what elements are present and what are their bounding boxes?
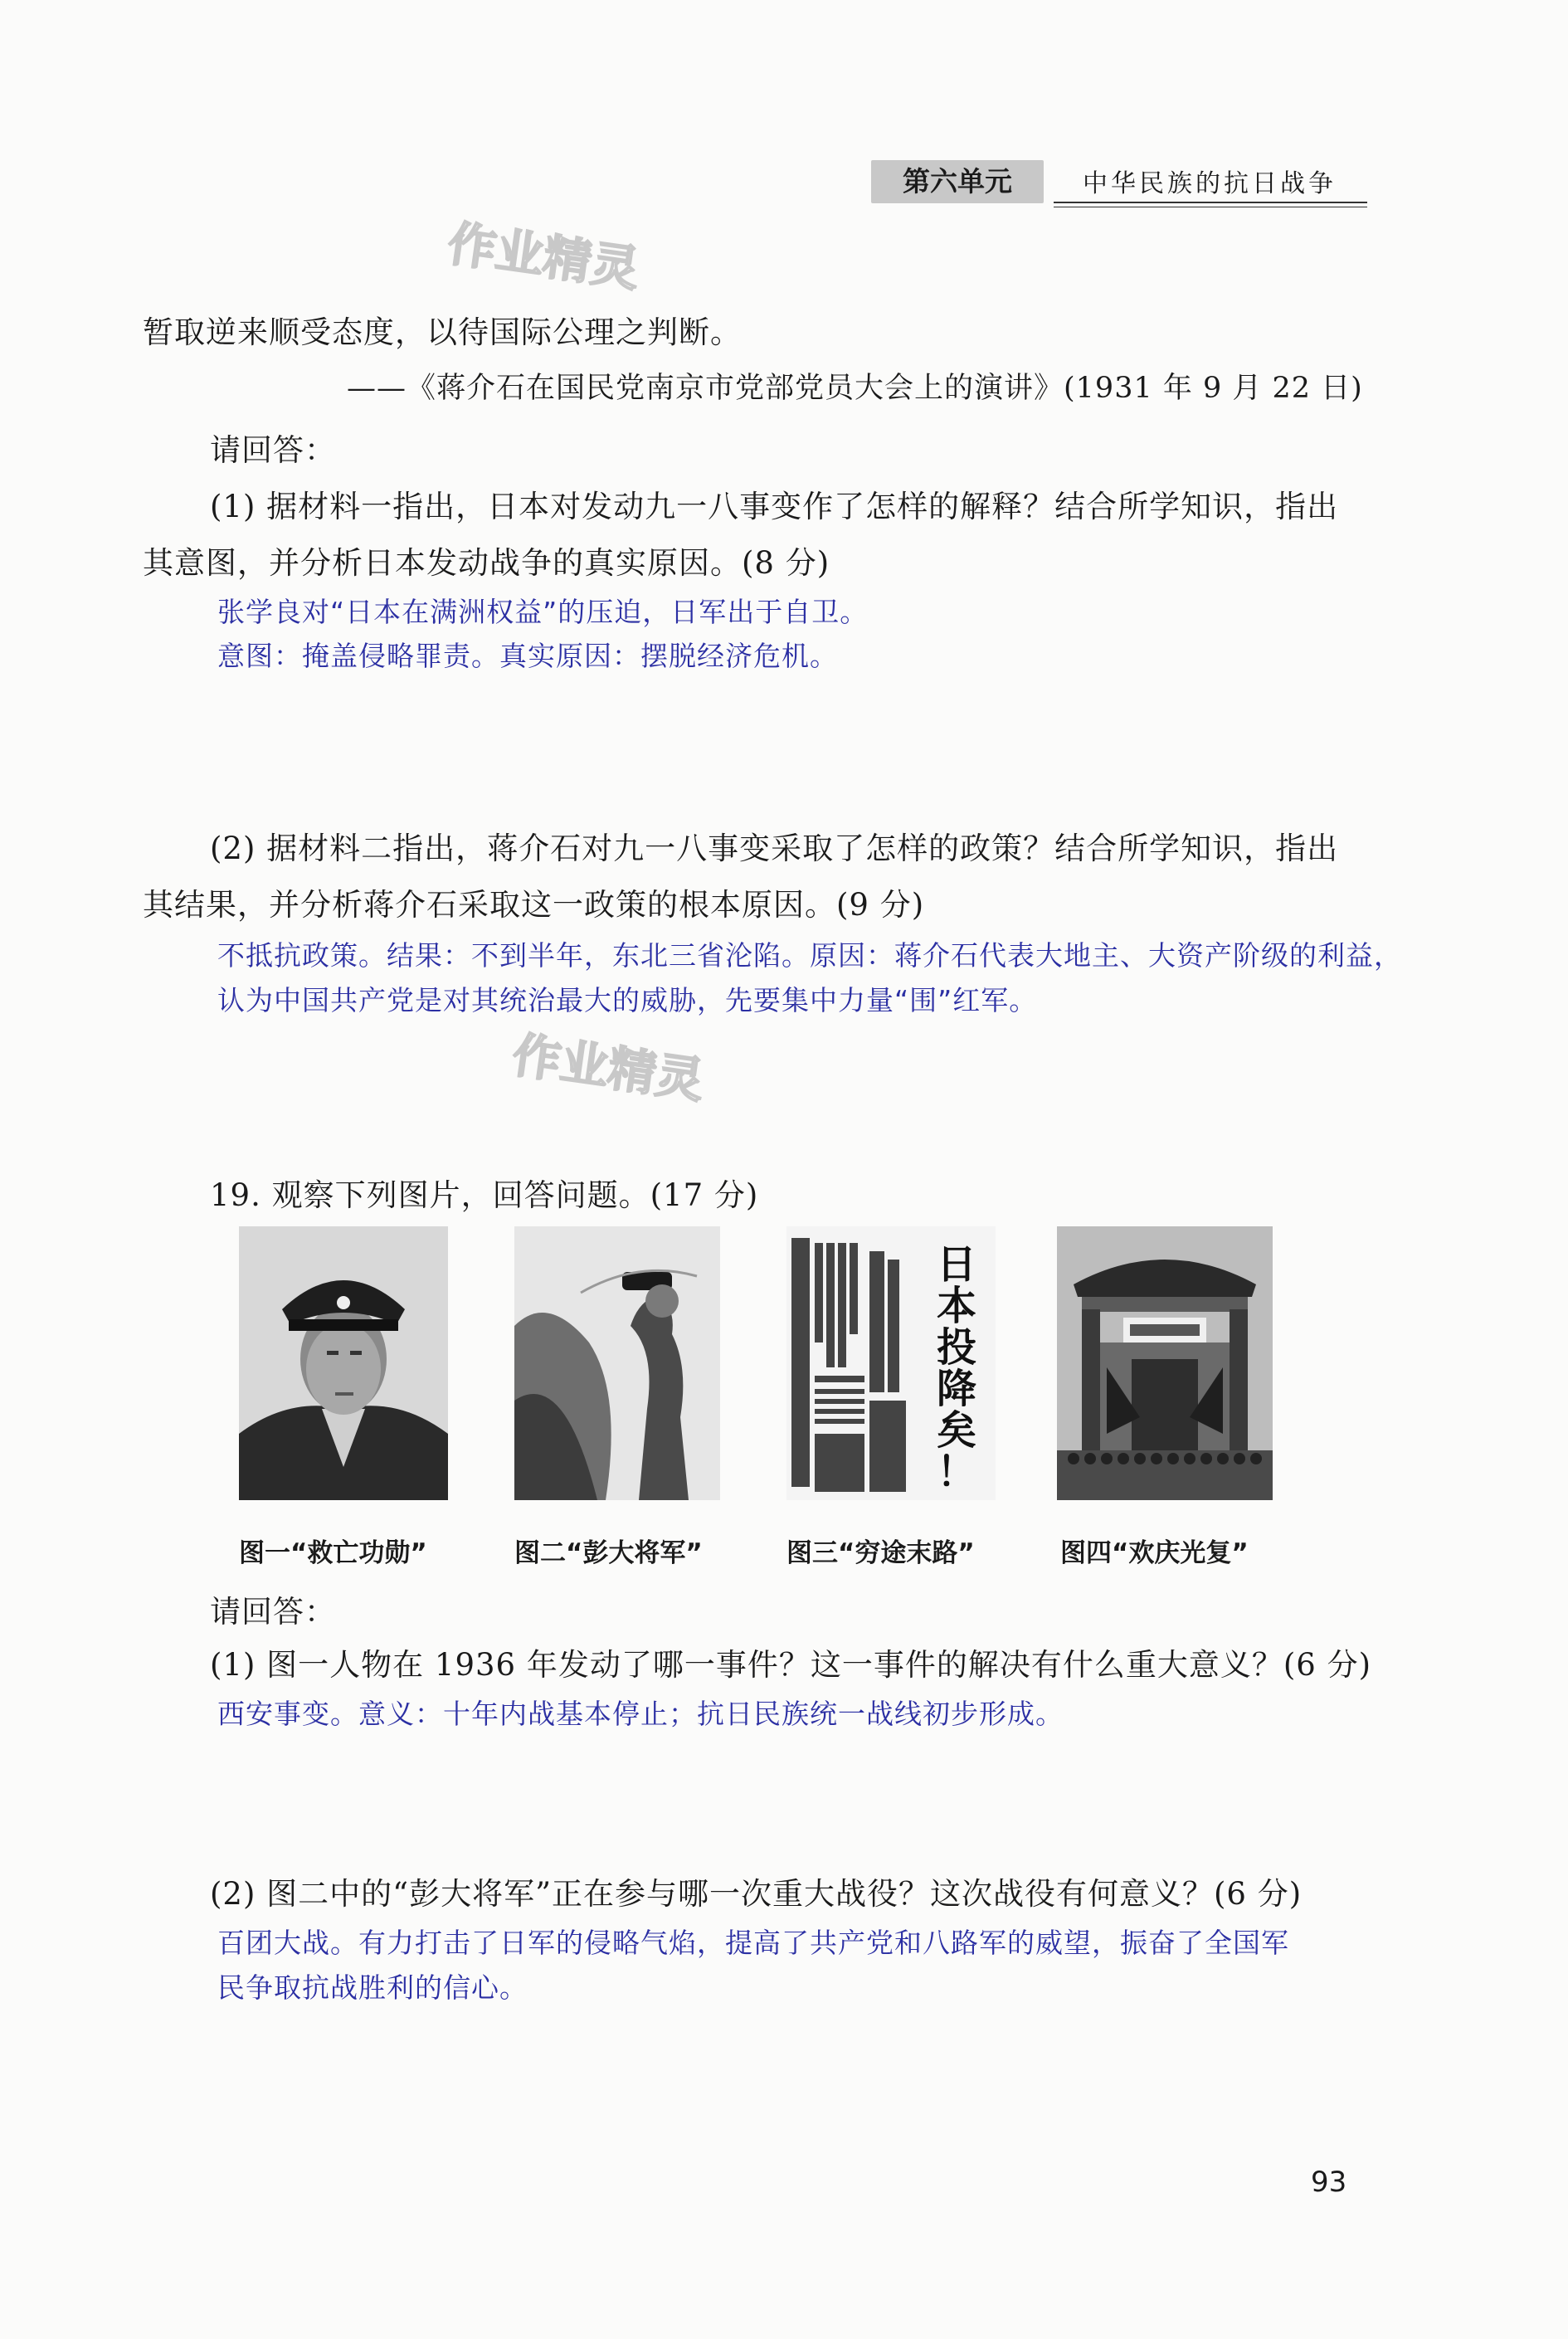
svg-text:日: 日 (936, 1241, 977, 1288)
q18-sub1-line2: 其意图，并分析日本发动战争的真实原因。(8 分) (143, 545, 830, 581)
q19-prompt: 请回答： (210, 1594, 336, 1630)
gate-celebration-photo (1057, 1226, 1273, 1500)
q18-answer2-line1: 不抵抗政策。结果：不到半年，东北三省沦陷。原因：蒋介石代表大地主、大资产阶级的利益， (217, 939, 1402, 972)
field-commander-photo (514, 1226, 720, 1500)
watermark-top: 作业精灵 (444, 215, 643, 298)
figure1-caption: 图一“救亡功勋” (239, 1538, 427, 1568)
q18-sub1-line1: (1) 据材料一指出，日本对发动九一八事变作了怎样的解释？结合所学知识，指出 (210, 489, 1339, 524)
q18-prompt: 请回答： (210, 432, 336, 468)
q18-sub2-line1: (2) 据材料二指出，蒋介石对九一八事变采取了怎样的政策？结合所学知识，指出 (210, 831, 1339, 866)
q18-sub2-line2: 其结果，并分析蒋介石采取这一政策的根本原因。(9 分) (143, 887, 925, 923)
q19-sub2: (2) 图二中的“彭大将军”正在参与哪一次重大战役？这次战役有何意义？(6 分) (210, 1876, 1303, 1912)
quote-tail: 暂取逆来顺受态度，以待国际公理之判断。 (143, 314, 742, 350)
portrait-photo (239, 1226, 448, 1500)
svg-text:矣: 矣 (936, 1407, 977, 1454)
svg-text:！: ！ (936, 1449, 977, 1495)
q19-answer2-line1: 百团大战。有力打击了日军的侵略气焰，提高了共产党和八路军的威望，振奋了全国军 (217, 1927, 1289, 1959)
svg-text:投: 投 (936, 1324, 977, 1371)
q19-answer2-line2: 民争取抗战胜利的信心。 (217, 1971, 528, 2004)
figure2-caption: 图二“彭大将军” (514, 1538, 703, 1568)
svg-text:降: 降 (936, 1366, 977, 1412)
page-number: 93 (1311, 2166, 1347, 2199)
figure4-caption: 图四“欢庆光复” (1060, 1538, 1249, 1568)
quote-source: ——《蒋介石在国民党南京市党部党员大会上的演讲》(1931 年 9 月 22 日) (347, 372, 1363, 405)
q19-answer1: 西安事变。意义：十年内战基本停止；抗日民族统一战线初步形成。 (217, 1698, 1064, 1730)
q19-sub1: (1) 图一人物在 1936 年发动了哪一事件？这一事件的解决有什么重大意义？(6 分) (210, 1647, 1372, 1683)
unit-tag: 第六单元 (871, 160, 1044, 203)
newspaper-photo (786, 1226, 996, 1500)
q19-title: 19. 观察下列图片，回答问题。(17 分) (210, 1177, 759, 1213)
unit-title: 中华民族的抗日战争 (1083, 169, 1337, 198)
watermark-middle: 作业精灵 (509, 1026, 708, 1109)
q18-answer1-line2: 意图：掩盖侵略罪责。真实原因：摆脱经济危机。 (217, 640, 838, 672)
q18-answer1-line1: 张学良对“日本在满洲权益”的压迫，日军出于自卫。 (217, 596, 869, 628)
figure3-caption: 图三“穷途末路” (786, 1538, 975, 1568)
q18-answer2-line2: 认为中国共产党是对其统治最大的威胁，先要集中力量“围”红军。 (217, 984, 1038, 1016)
svg-text:本: 本 (936, 1283, 977, 1329)
header-rule (1054, 202, 1367, 207)
